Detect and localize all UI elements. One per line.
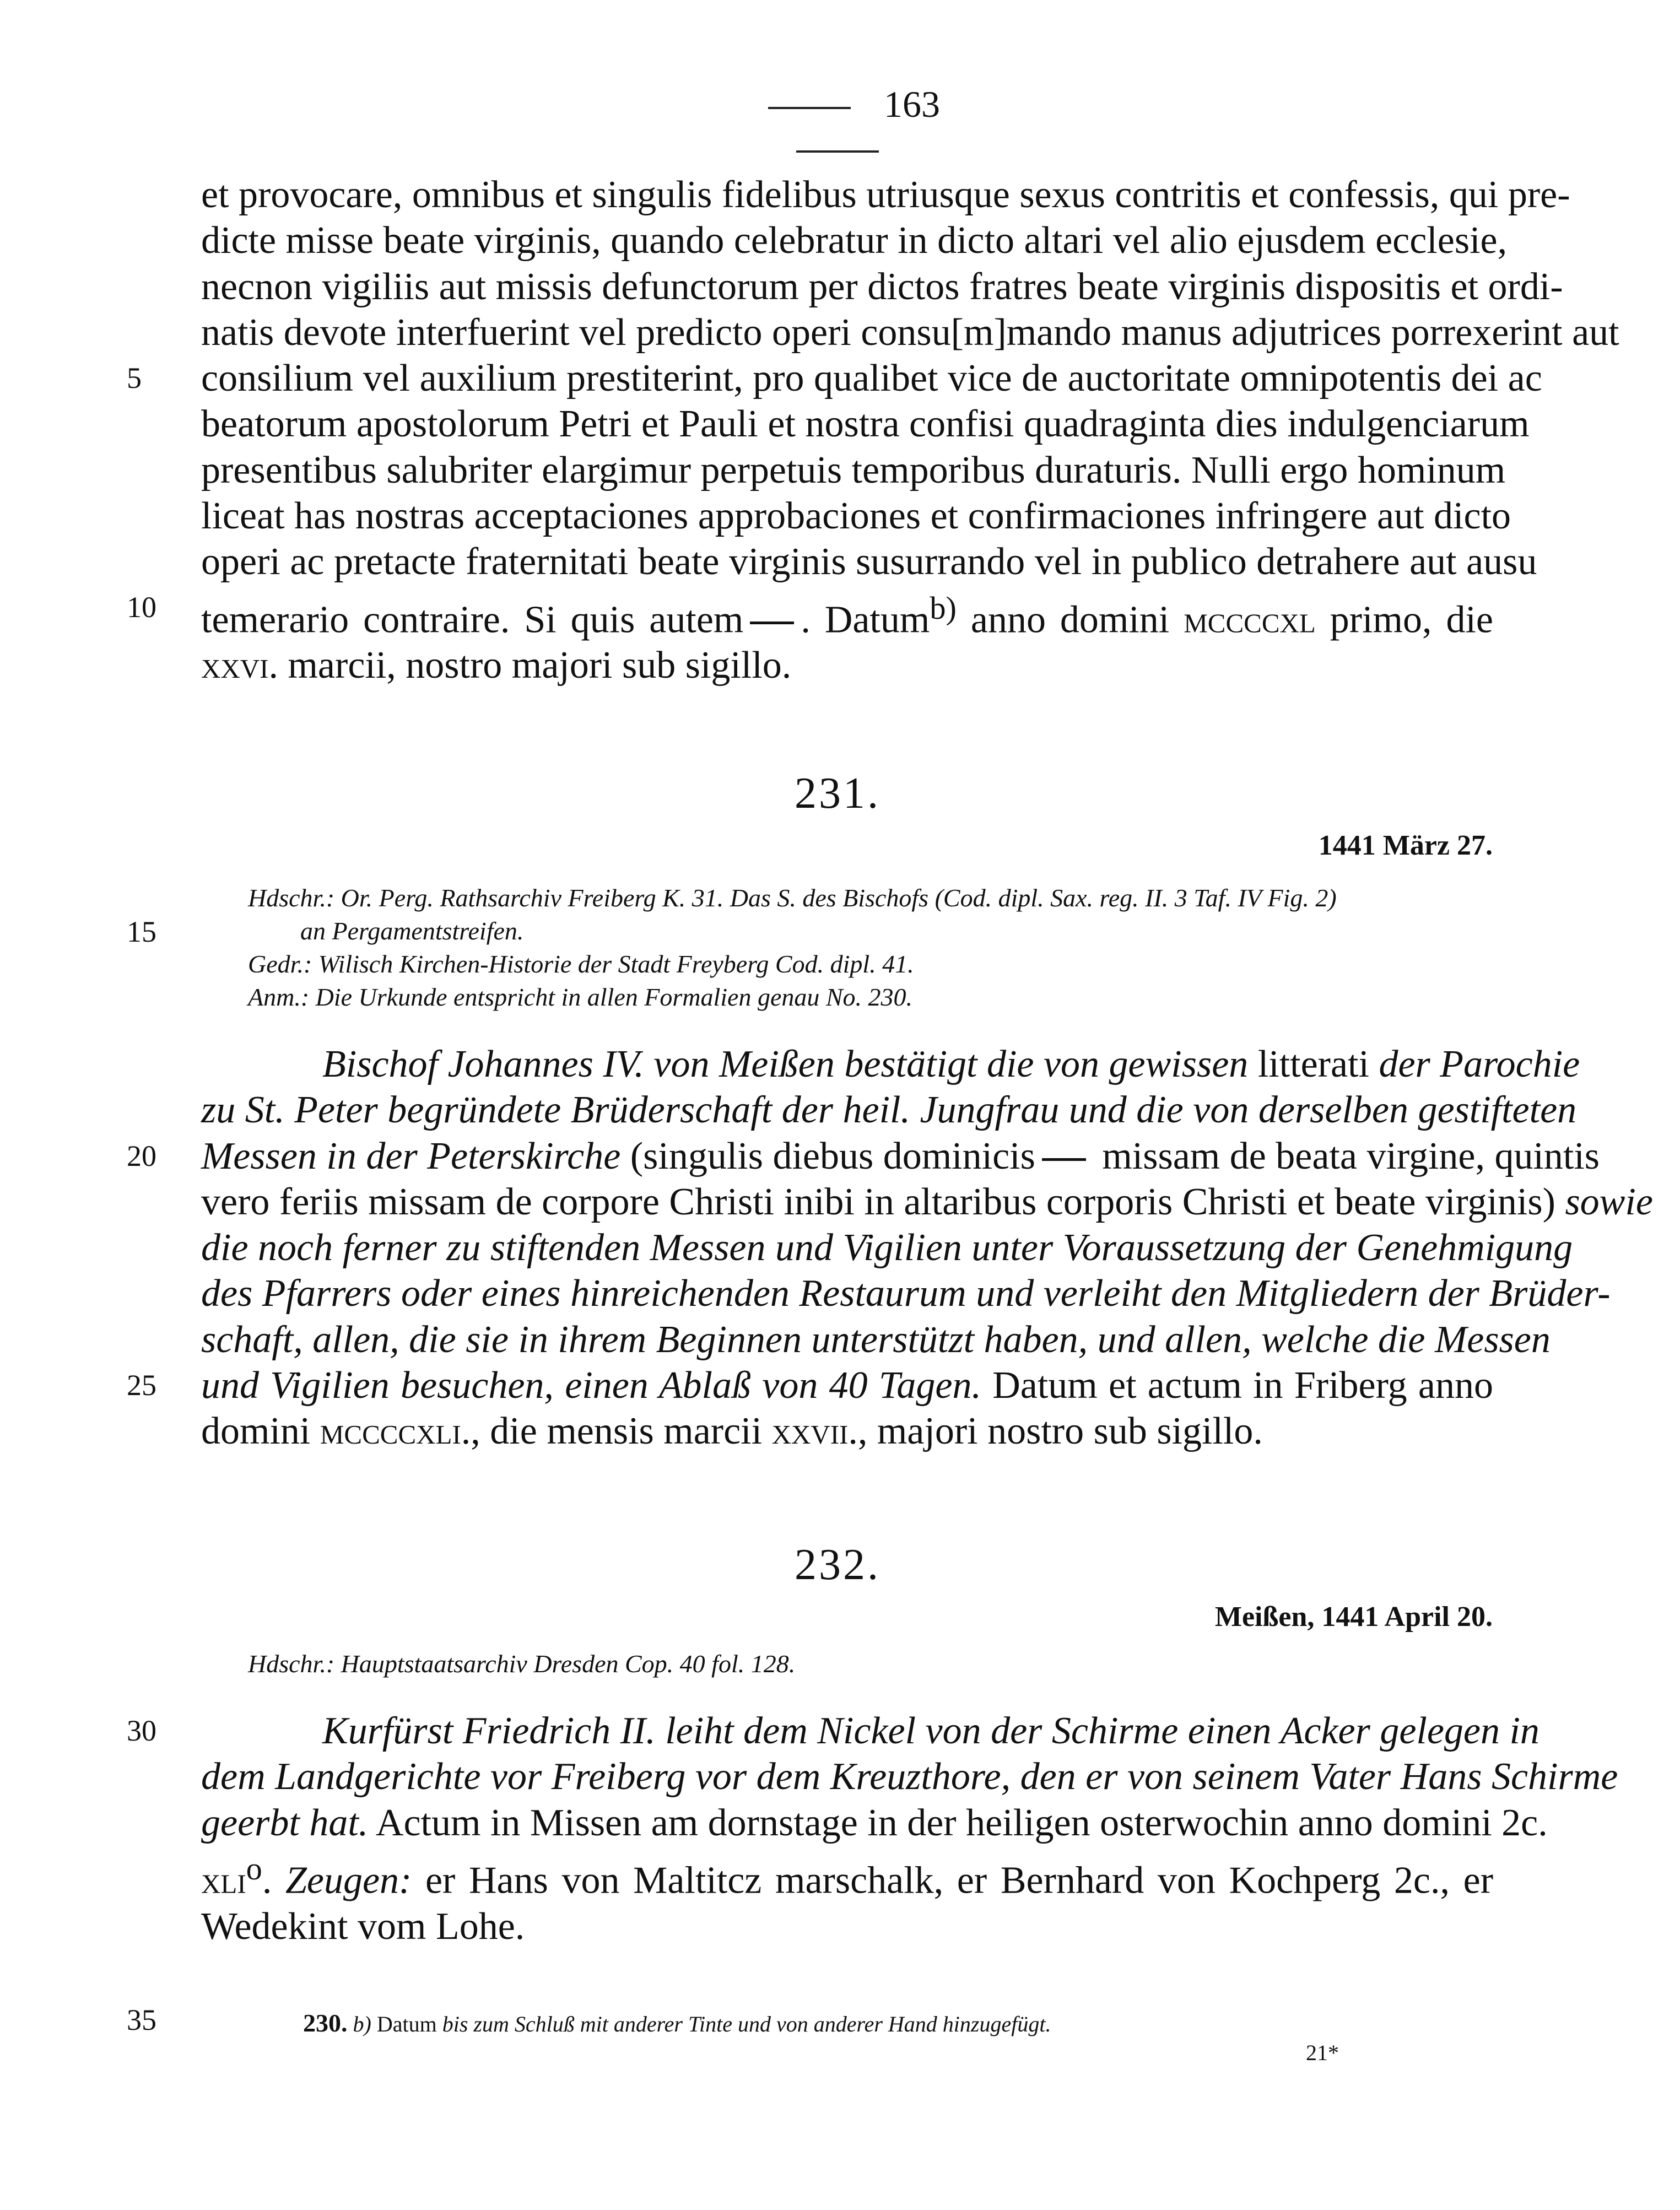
source-line: an Pergamentstreifen. <box>300 917 524 945</box>
dash <box>1042 1158 1086 1161</box>
source-line: Hdschr.: Or. Perg. Rathsarchiv Freiberg K. 31. Das S. des Bischofs (Cod. dipl. Sax. reg. II. 3 Taf. IV Fig. 2) <box>248 884 1337 912</box>
text-line: Wedekint vom Lohe. <box>201 1905 525 1948</box>
text-line: liceat has nostras acceptaciones approbaciones et confirmaciones infringere aut dicto <box>201 495 1511 538</box>
document-date: Meißen, 1441 April 20. <box>1214 1601 1493 1633</box>
text-line: presentibus salubriter elargimur perpetuis temporibus duraturis. Nulli ergo hominum <box>201 449 1506 491</box>
page-number: 163 <box>672 83 1003 170</box>
line-number: 5 <box>127 361 142 395</box>
text-line: zu St. Peter begründete Brüderschaft der heil. Jungfrau und die von derselben gestifteten <box>201 1089 1577 1132</box>
document-number: 231. <box>795 769 880 818</box>
text-line: und Vigilien besuchen, einen Ablaß von 40 Tagen. Datum et actum in Friberg anno <box>201 1364 1493 1407</box>
text-line: schaft, allen, die sie in ihrem Beginnen unterstützt haben, und allen, welche die Messen <box>201 1318 1551 1361</box>
source-line: Hdschr.: Hauptstaatsarchiv Dresden Cop. 40 fol. 128. <box>248 1650 796 1678</box>
text-line: domini mccccxli., die mensis marcii xxvii., majori nostro sub sigillo. <box>201 1410 1263 1453</box>
source-notes <box>248 1647 1493 1681</box>
text-line: xli$^o$. Zeugen: er Hans von Maltitcz marschalk, er Bernhard von Kochperg 2c., er <box>201 1850 1494 1902</box>
page-number-rule-left <box>768 107 851 109</box>
printer-signature: 21* <box>1306 2040 1339 2065</box>
text-line: des Pfarrers oder eines hinreichenden Restaurum und verleiht den Mitgliedern der Brüder- <box>201 1272 1611 1315</box>
text-line: operi ac pretacte fraternitati beate virginis susurrando vel in publico detrahere aut ausu <box>201 541 1537 583</box>
line-number: 30 <box>127 1714 156 1747</box>
text-line: natis devote interfuerint vel predicto operi consu[m]mando manus adjutrices porrexerint aut <box>201 311 1619 354</box>
page-number-rule-right <box>796 150 879 153</box>
line-number: 25 <box>127 1369 156 1402</box>
text-line: et provocare, omnibus et singulis fidelibus utriusque sexus contritis et confessis, qui pre- <box>201 174 1570 216</box>
text-line: die noch ferner zu stiftenden Messen und Vigilien unter Voraussetzung der Genehmigung <box>201 1226 1573 1269</box>
line-number: 15 <box>127 915 156 948</box>
source-line: Gedr.: Wilisch Kirchen-Historie der Stadt Freyberg Cod. dipl. 41. <box>248 950 914 978</box>
document-date: 1441 März 27. <box>1318 830 1493 861</box>
text-line: dem Landgerichte vor Freiberg vor dem Kreuzthore, den er von seinem Vater Hans Schirme <box>201 1755 1618 1798</box>
regest-paragraph <box>201 1708 1618 1949</box>
text-line: Kurfürst Friedrich II. leiht dem Nickel von der Schirme einen Acker gelegen in <box>322 1710 1539 1752</box>
text-line: temerario contraire. Si quis autem . Datum$^{b)}$ anno domini mccccxl primo, die <box>201 590 1493 641</box>
source-notes <box>248 882 1493 1014</box>
text-line: consilium vel auxilium prestiterint, pro qualibet vice de auctoritate omnipotentis dei ac <box>201 357 1542 400</box>
line-number: 20 <box>127 1139 156 1172</box>
document-number: 232. <box>795 1541 880 1589</box>
source-line: Anm.: Die Urkunde entspricht in allen Formalien genau No. 230. <box>248 983 913 1011</box>
text-line: beatorum apostolorum Petri et Pauli et nostra confisi quadraginta dies indulgenciarum <box>201 403 1530 446</box>
text-line: xxvi. marcii, nostro majori sub sigillo. <box>201 644 792 687</box>
intro-paragraph <box>201 172 1619 689</box>
footnote: 230. b) Datum bis zum Schluß mit anderer Tinte und von anderer Hand hinzugefügt. <box>303 2009 1051 2037</box>
text-line: Bischof Johannes IV. von Meißen bestätigt die von gewissen litterati der Parochie <box>322 1043 1580 1085</box>
text-line: necnon vigiliis aut missis defunctorum per dictos fratres beate virginis dispositis et ordi- <box>201 265 1563 308</box>
text-line: Messen in der Peterskirche (singulis diebus dominicis missam de beata virgine, quintis <box>201 1134 1600 1177</box>
line-number: 10 <box>127 591 156 624</box>
text-line: vero feriis missam de corpore Christi inibi in altaribus corporis Christi et beate virginis) sowie <box>201 1180 1653 1223</box>
dash <box>750 622 794 624</box>
line-number: 35 <box>127 2003 156 2036</box>
regest-paragraph <box>201 1041 1653 1455</box>
text-line: geerbt hat. Actum in Missen am dornstage in der heiligen osterwochin anno domini 2c. <box>201 1801 1548 1844</box>
text-line: dicte misse beate virginis, quando celebratur in dicto altari vel alio ejusdem ecclesie, <box>201 219 1508 262</box>
